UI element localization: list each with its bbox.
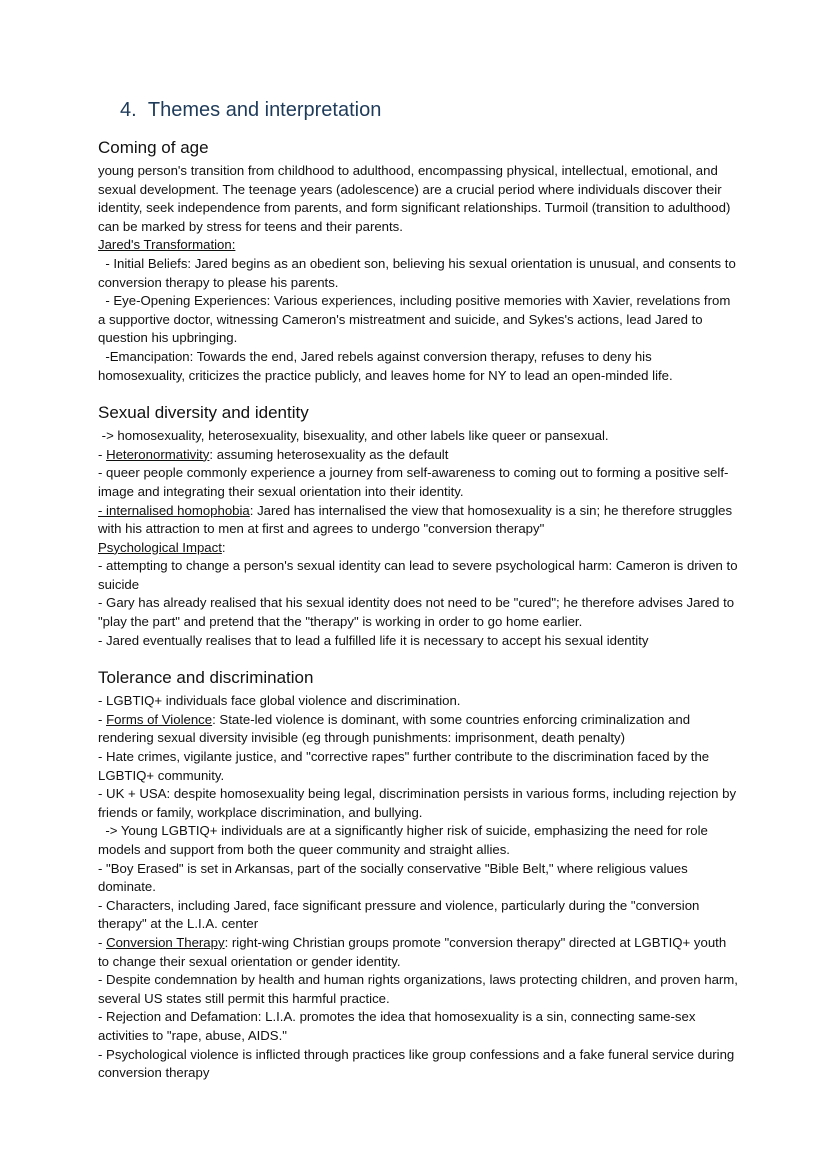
section-heading: Sexual diversity and identity bbox=[98, 403, 309, 423]
paragraph: - Initial Beliefs: Jared begins as an obedient son, believing his sexual orientation is unusual, and consents to conversion therapy to please his parents. bbox=[98, 255, 740, 290]
paragraph bbox=[98, 236, 738, 255]
underlined-term: Psychological Impact bbox=[98, 539, 222, 555]
paragraph: - "Boy Erased" is set in Arkansas, part of the socially conservative "Bible Belt," where religious values dominate. bbox=[98, 860, 692, 895]
paragraph: - Psychological violence is inflicted through practices like group confessions and a fake funeral service during conversion therapy bbox=[98, 1046, 738, 1081]
paragraph-text: : bbox=[221, 539, 226, 555]
paragraph bbox=[98, 539, 738, 558]
underlined-term: Jared's Transformation: bbox=[98, 237, 236, 253]
paragraph: - attempting to change a person's sexual identity can lead to severe psychological harm: Cameron is driven to suicide bbox=[98, 558, 742, 592]
paragraph: -> Young LGBTIQ+ individuals are at a significantly higher risk of suicide, emphasizing the need for role models and support from both the queer community and straight allies. bbox=[98, 823, 712, 857]
sections-container bbox=[98, 136, 742, 1083]
paragraph bbox=[98, 446, 738, 465]
paragraph: - Gary has already realised that his sexual identity does not need to be "cured"; he therefore advises Jared to "play the part" and pretend that the "therapy" is working in order to go home earlier. bbox=[98, 595, 738, 630]
section-heading: Tolerance and discrimination bbox=[98, 668, 314, 688]
underlined-term: Heteronormativity bbox=[106, 446, 210, 462]
paragraph-text: : State-led violence is dominant, with some countries enforcing criminalization and rendering sexual diversity invisible (eg through punishments: imprisonment, death penalty) bbox=[98, 711, 694, 746]
paragraph-prefix: - bbox=[98, 934, 107, 950]
underlined-term: Forms of Violence bbox=[106, 711, 213, 727]
paragraph-prefix: - bbox=[98, 446, 107, 462]
heading-title: Themes and interpretation bbox=[147, 99, 382, 121]
paragraph-prefix: - bbox=[98, 711, 107, 727]
paragraph: - LGBTIQ+ individuals face global violence and discrimination. bbox=[98, 693, 461, 709]
paragraph: - Jared eventually realises that to lead a fulfilled life it is necessary to accept his sexual identity bbox=[98, 632, 649, 648]
paragraph: - Despite condemnation by health and human rights organizations, laws protecting children, and proven harm, several US states still permit this harmful practice. bbox=[98, 972, 742, 1006]
page-title bbox=[120, 96, 738, 124]
paragraph bbox=[98, 711, 738, 748]
section bbox=[98, 136, 738, 385]
section bbox=[98, 666, 742, 1082]
paragraph: young person's transition from childhood to adulthood, encompassing physical, intellectual, emotional, and sexual development. The teenage years (adolescence) are a crucial period where individuals discover their identity, seek independence from parents, and form significant relationships. Turmoil (transition to adulthood) can be marked by stress for teens and their parents. bbox=[98, 163, 735, 234]
paragraph bbox=[98, 502, 738, 539]
paragraph: - Hate crimes, vigilante justice, and "corrective rapes" further contribute to the discrimination faced by the LGBTIQ+ community. bbox=[98, 749, 713, 783]
document-page bbox=[98, 96, 742, 1099]
paragraph: - queer people commonly experience a journey from self-awareness to coming out to forming a positive self-image and integrating their sexual orientation into their identity. bbox=[98, 465, 729, 499]
paragraph-text: : assuming heterosexuality as the default bbox=[209, 446, 449, 462]
paragraph bbox=[98, 934, 738, 971]
paragraph: - Eye-Opening Experiences: Various experiences, including positive memories with Xavier, revelations from a supportive doctor, witnessing Cameron's mistreatment and suicide, and Sykes's actions, lead Jared to question his upbringing. bbox=[98, 293, 734, 346]
underlined-term: - internalised homophobia bbox=[98, 502, 250, 518]
section bbox=[98, 401, 742, 650]
paragraph-text: : right-wing Christian groups promote "conversion therapy" directed at LGBTIQ+ youth to change their sexual orientation or gender identity. bbox=[98, 934, 730, 969]
heading-number: 4. bbox=[120, 99, 137, 121]
paragraph: -Emancipation: Towards the end, Jared rebels against conversion therapy, refuses to deny his homosexuality, criticizes the practice publicly, and leaves home for NY to lead an open-minded life. bbox=[98, 348, 673, 383]
paragraph: - Rejection and Defamation: L.I.A. promotes the idea that homosexuality is a sin, connecting same-sex activities to "rape, abuse, AIDS." bbox=[98, 1009, 700, 1043]
paragraph: - UK + USA: despite homosexuality being legal, discrimination persists in various forms, including rejection by friends or family, workplace discrimination, and bullying. bbox=[98, 786, 740, 820]
section-heading: Coming of age bbox=[98, 138, 209, 157]
underlined-term: Conversion Therapy bbox=[106, 934, 225, 950]
paragraph-text: : Jared has internalised the view that homosexuality is a sin; he therefore struggles with his attraction to men at first and agrees to undergo "conversion therapy" bbox=[98, 502, 736, 537]
paragraph: -> homosexuality, heterosexuality, bisexuality, and other labels like queer or pansexual. bbox=[98, 428, 609, 444]
paragraph: - Characters, including Jared, face significant pressure and violence, particularly during the "conversion therapy" at the L.I.A. center bbox=[98, 897, 704, 932]
